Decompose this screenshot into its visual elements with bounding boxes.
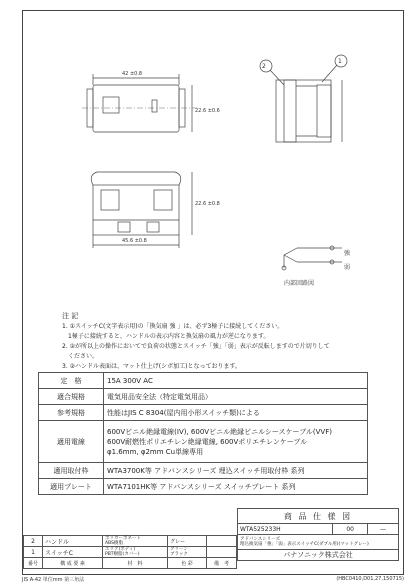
header-color: 色 彩 [168,558,207,569]
part-remark [207,547,237,558]
product-desc-2: 埋込換気扇「強」「弱」表示スイッチC(ダブル用)(マットグレー) [240,542,369,547]
footer-left: JIS A-42 単位mm 第三角法 [22,577,85,583]
header-name: 構 成 要 素 [43,558,103,569]
part-material-1: ユリア(ボディ) [105,547,136,552]
part-color: グレー [168,536,207,547]
part-name: ハンドル [43,536,103,547]
callout-2-label: 2 [262,63,266,70]
footer [22,576,412,583]
title-block [237,508,399,561]
part-color-2: ブラック [170,552,188,557]
spec-value: WTA3700K等 アドバンスシリーズ 埋込スイッチ用取付枠 系列 [104,463,368,479]
circuit-title: 内部回路図 [284,280,315,287]
header-material: 材 料 [103,558,168,569]
header-no: 番号 [24,558,43,569]
spec-key: 適用電線 [39,421,104,463]
part-material-2: ABS樹脂 [105,541,123,546]
spec-key: 適合規格 [39,389,104,405]
part-name: スイッチC [43,547,103,558]
spec-row [39,463,368,479]
dim-height-right2: 22.6 ±0.8 [195,201,220,207]
spec-key: 参考規格 [39,405,104,421]
header-remark: 備 考 [207,558,237,569]
footer-right: (HBC0410,D01,27,150715) [336,576,404,582]
drawing-title: 商 品 仕 様 図 [238,509,399,524]
note-item: 1. ①スイッチC(文字表示用)の「換気扇 強 」は、必ず3極子に接続してください。 [62,323,284,330]
dim-width-top: 42 ±0.8 [122,71,143,77]
notes-list [62,323,392,370]
part-material-1: ポリカーボネート [105,536,141,541]
part-row [24,547,237,558]
spec-value: 15A 300V AC [104,373,368,389]
handle-slot [152,100,157,112]
spec-value: 性能はJIS C 8304(屋内用小形スイッチ類)による [104,405,368,421]
spec-value: 電気用品安全法（特定電気用品） [104,389,368,405]
part-material-2: PBT樹脂(カバー) [105,552,140,557]
product-desc-1: アドバンスシリーズ [240,537,281,542]
part-color-1: グリーン [170,547,188,552]
part-row [24,536,237,547]
spec-row [39,373,368,389]
circuit-label-strong: 強 [344,250,351,257]
indicator-window [103,97,119,113]
notes-heading: 注 記 [62,312,79,320]
technical-drawing [22,10,402,310]
part-no: 2 [24,536,43,547]
spec-table [38,372,368,495]
spec-key: 適用プレート [39,479,104,495]
company-name: パナソニック株式会社 [238,550,399,561]
switch-front-outline [93,85,179,132]
spec-value: 600Vビニル絶縁電線(IV), 600Vビニル絶縁ビニルシースケーブル(VVF) 600V耐燃性ポリエチレン絶縁電線, 600Vポリエチレンケーブル φ1.6mm, φ2mm Cu単線専用 [104,421,368,463]
part-material [103,547,168,558]
dim-height-right: 22.6 ±0.6 [195,108,220,114]
spec-row [39,421,368,463]
callout-1-label: 1 [338,58,342,65]
note-item: 3. ②ハンドル表面は、マット仕上げ(シボ加工)となっております。 [62,363,241,370]
spec-row [39,405,368,421]
scale: 00 [333,524,368,535]
circuit-label-weak: 弱 [344,264,351,271]
spec-key: 適用取付枠 [39,463,104,479]
spec-row [39,479,368,495]
product-desc [238,535,399,550]
part-color [168,547,207,558]
part-material [103,536,168,547]
spec-value: WTA7101HK等 アドバンスシリーズ スイッチプレート 系列 [104,479,368,495]
note-item: 2. ②が所以上の操作においてで負荷の状態とスイッチ「強」「弱」表示が反転しますので片切りして [62,343,330,350]
dim-width-bottom: 45.6 ±0.8 [122,238,147,244]
spec-row [39,389,368,405]
part-remark [207,536,237,547]
model-number: WTA525233H [238,524,333,535]
sheet-number: — [368,524,399,535]
note-item: 1極子に接続すると、ハンドルの表示内容と換気扇の風力が逆になります。 [62,333,270,340]
parts-table [23,535,237,569]
parts-header-row [24,558,237,569]
part-no: 1 [24,547,43,558]
note-item: ください。 [62,353,99,360]
spec-key: 定 格 [39,373,104,389]
